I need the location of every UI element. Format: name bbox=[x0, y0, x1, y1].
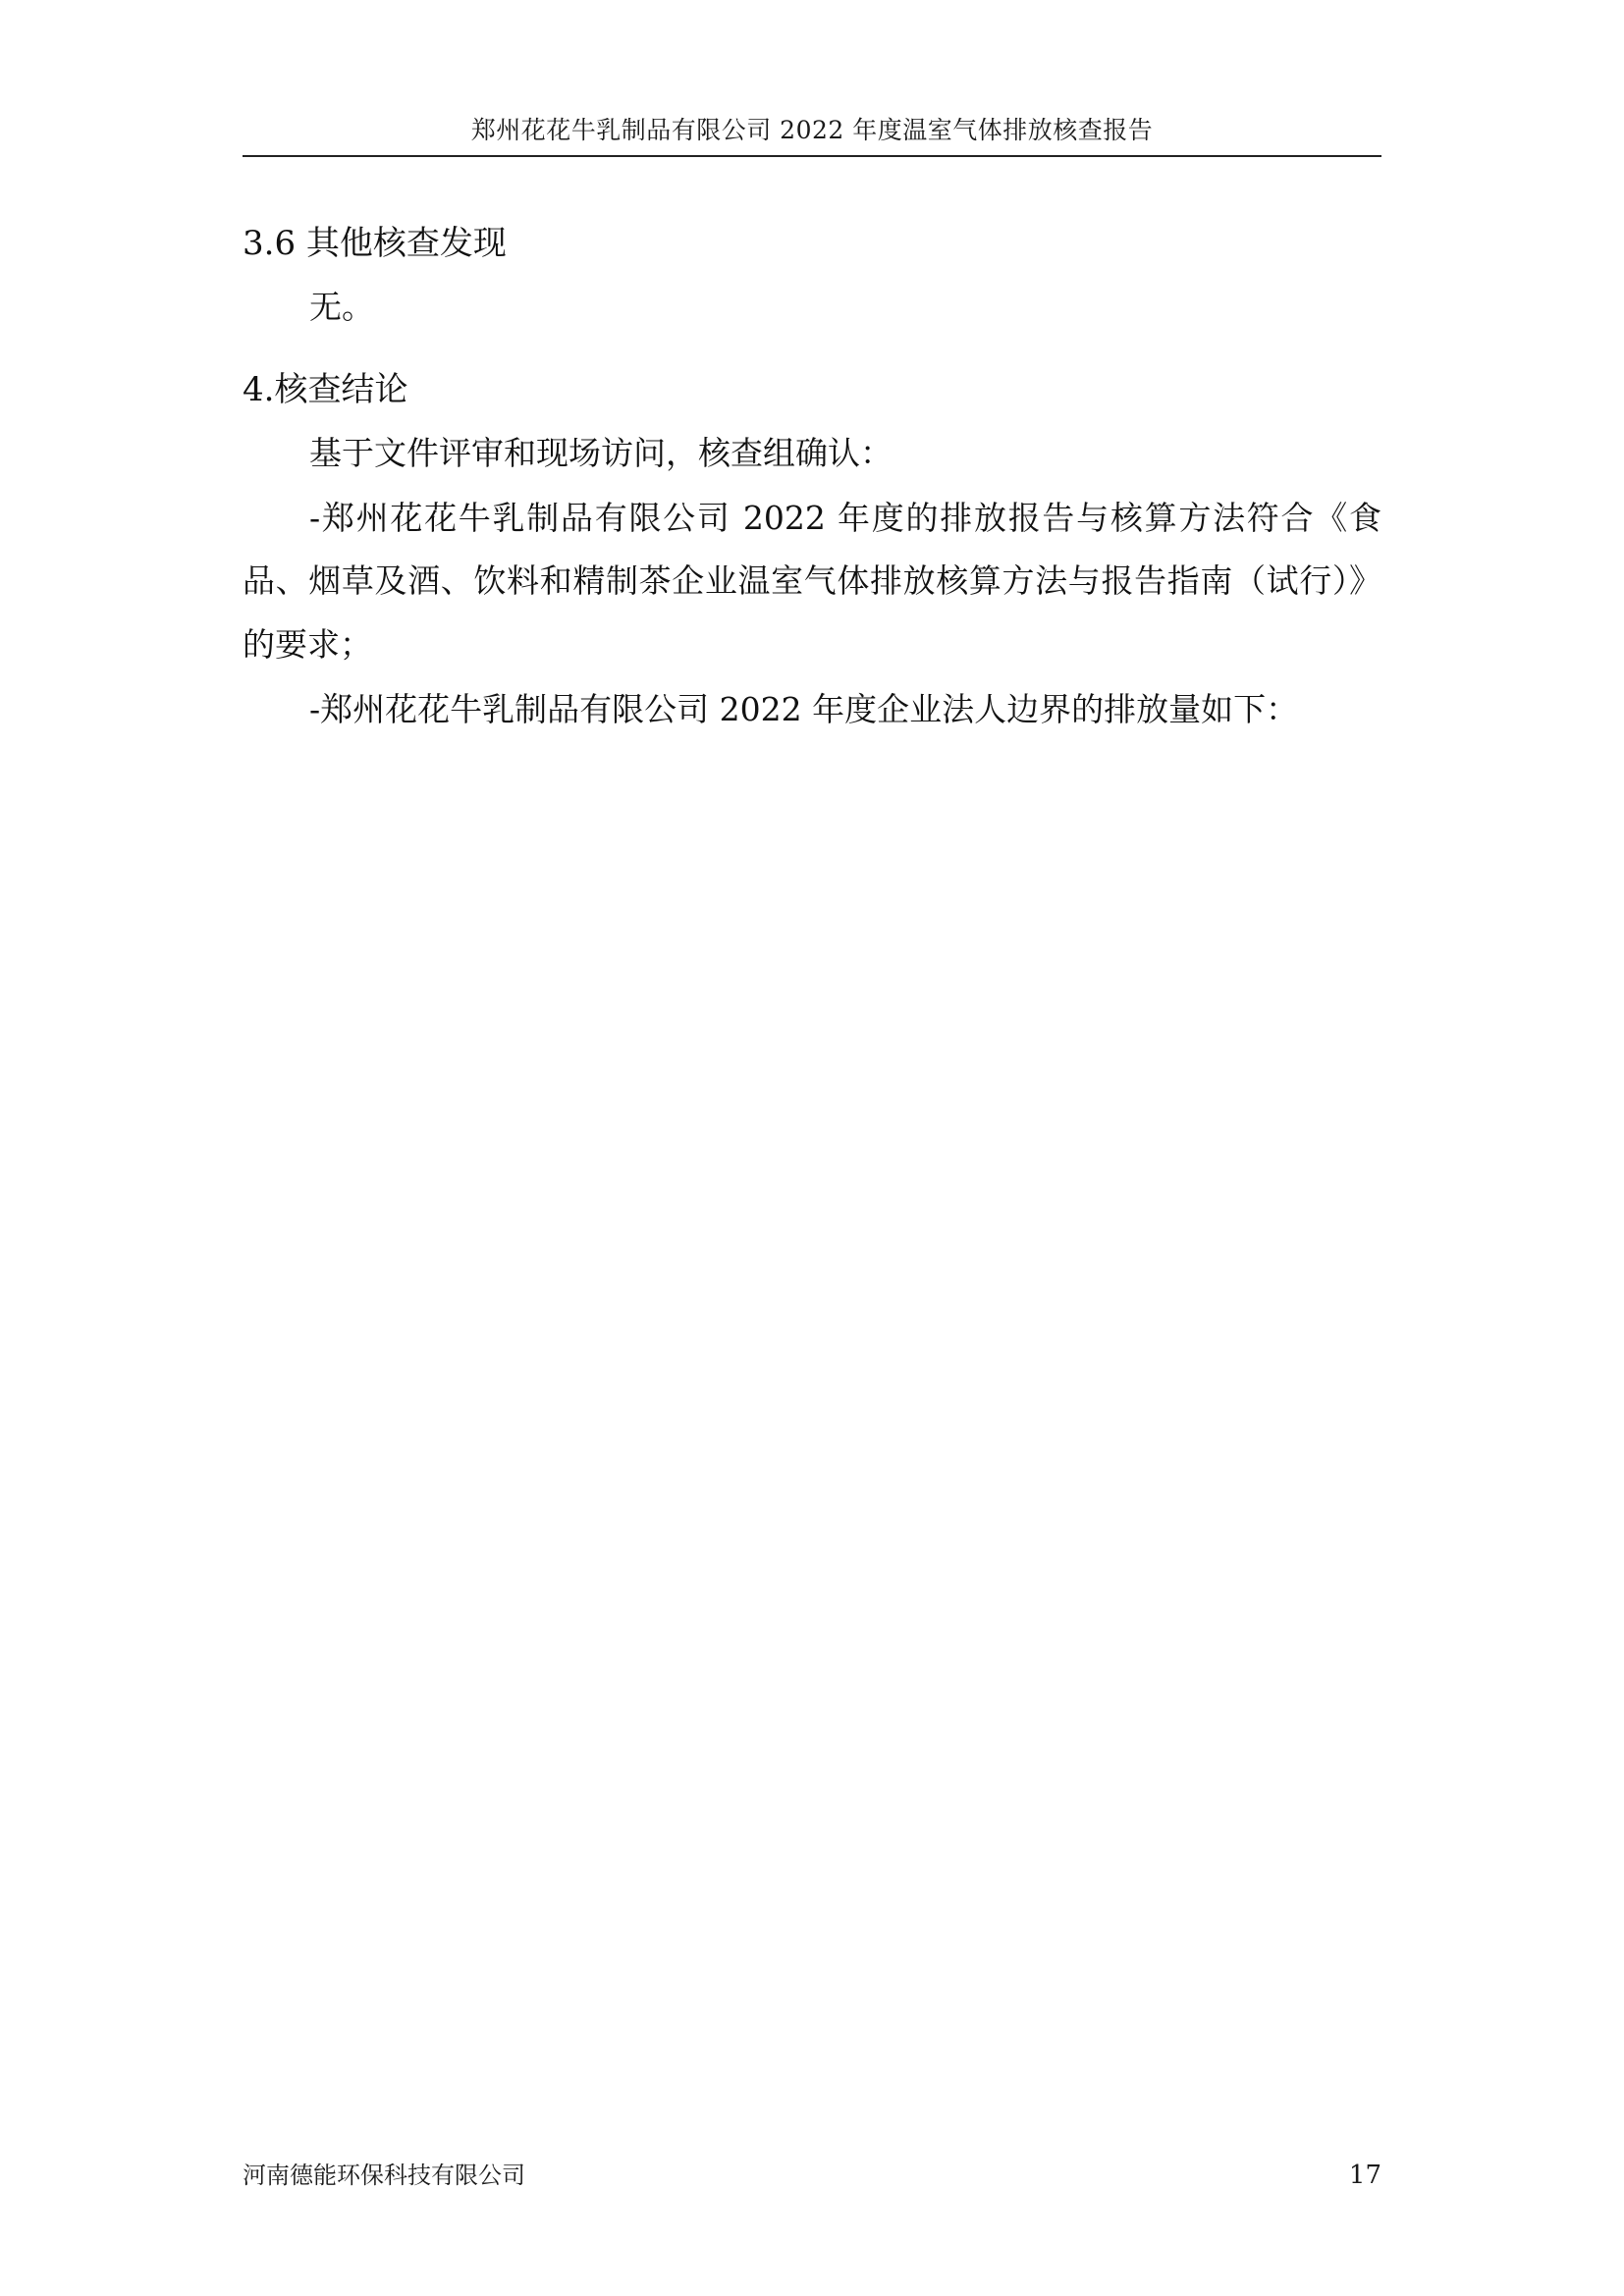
document-body bbox=[243, 206, 1381, 741]
section-heading-4: 4.核查结论 bbox=[243, 370, 408, 410]
footer-company-name: 河南德能环保科技有限公司 bbox=[243, 2162, 525, 2189]
section-spacer bbox=[243, 339, 1381, 352]
footer-page-number: 17 bbox=[1348, 2161, 1381, 2190]
page-footer bbox=[243, 2156, 1381, 2190]
section-4-paragraph-2: -郑州花花牛乳制品有限公司 2022 年度的排放报告与核算方法符合《食品、烟草及酒、饮料和精制茶企业温室气体排放核算方法与报告指南（试行）》的要求； bbox=[243, 499, 1381, 664]
section-3-6-paragraph-1: 无。 bbox=[309, 287, 374, 326]
header-divider bbox=[243, 155, 1381, 157]
section-heading-3-6: 3.6 其他核查发现 bbox=[243, 224, 507, 263]
section-4-paragraph-1: 基于文件评审和现场访问，核查组确认： bbox=[309, 433, 893, 472]
page-header bbox=[243, 116, 1381, 157]
section-4-paragraph-3: -郑州花花牛乳制品有限公司 2022 年度企业法人边界的排放量如下： bbox=[309, 690, 1299, 729]
header-title: 郑州花花牛乳制品有限公司 2022 年度温室气体排放核查报告 bbox=[470, 116, 1154, 144]
